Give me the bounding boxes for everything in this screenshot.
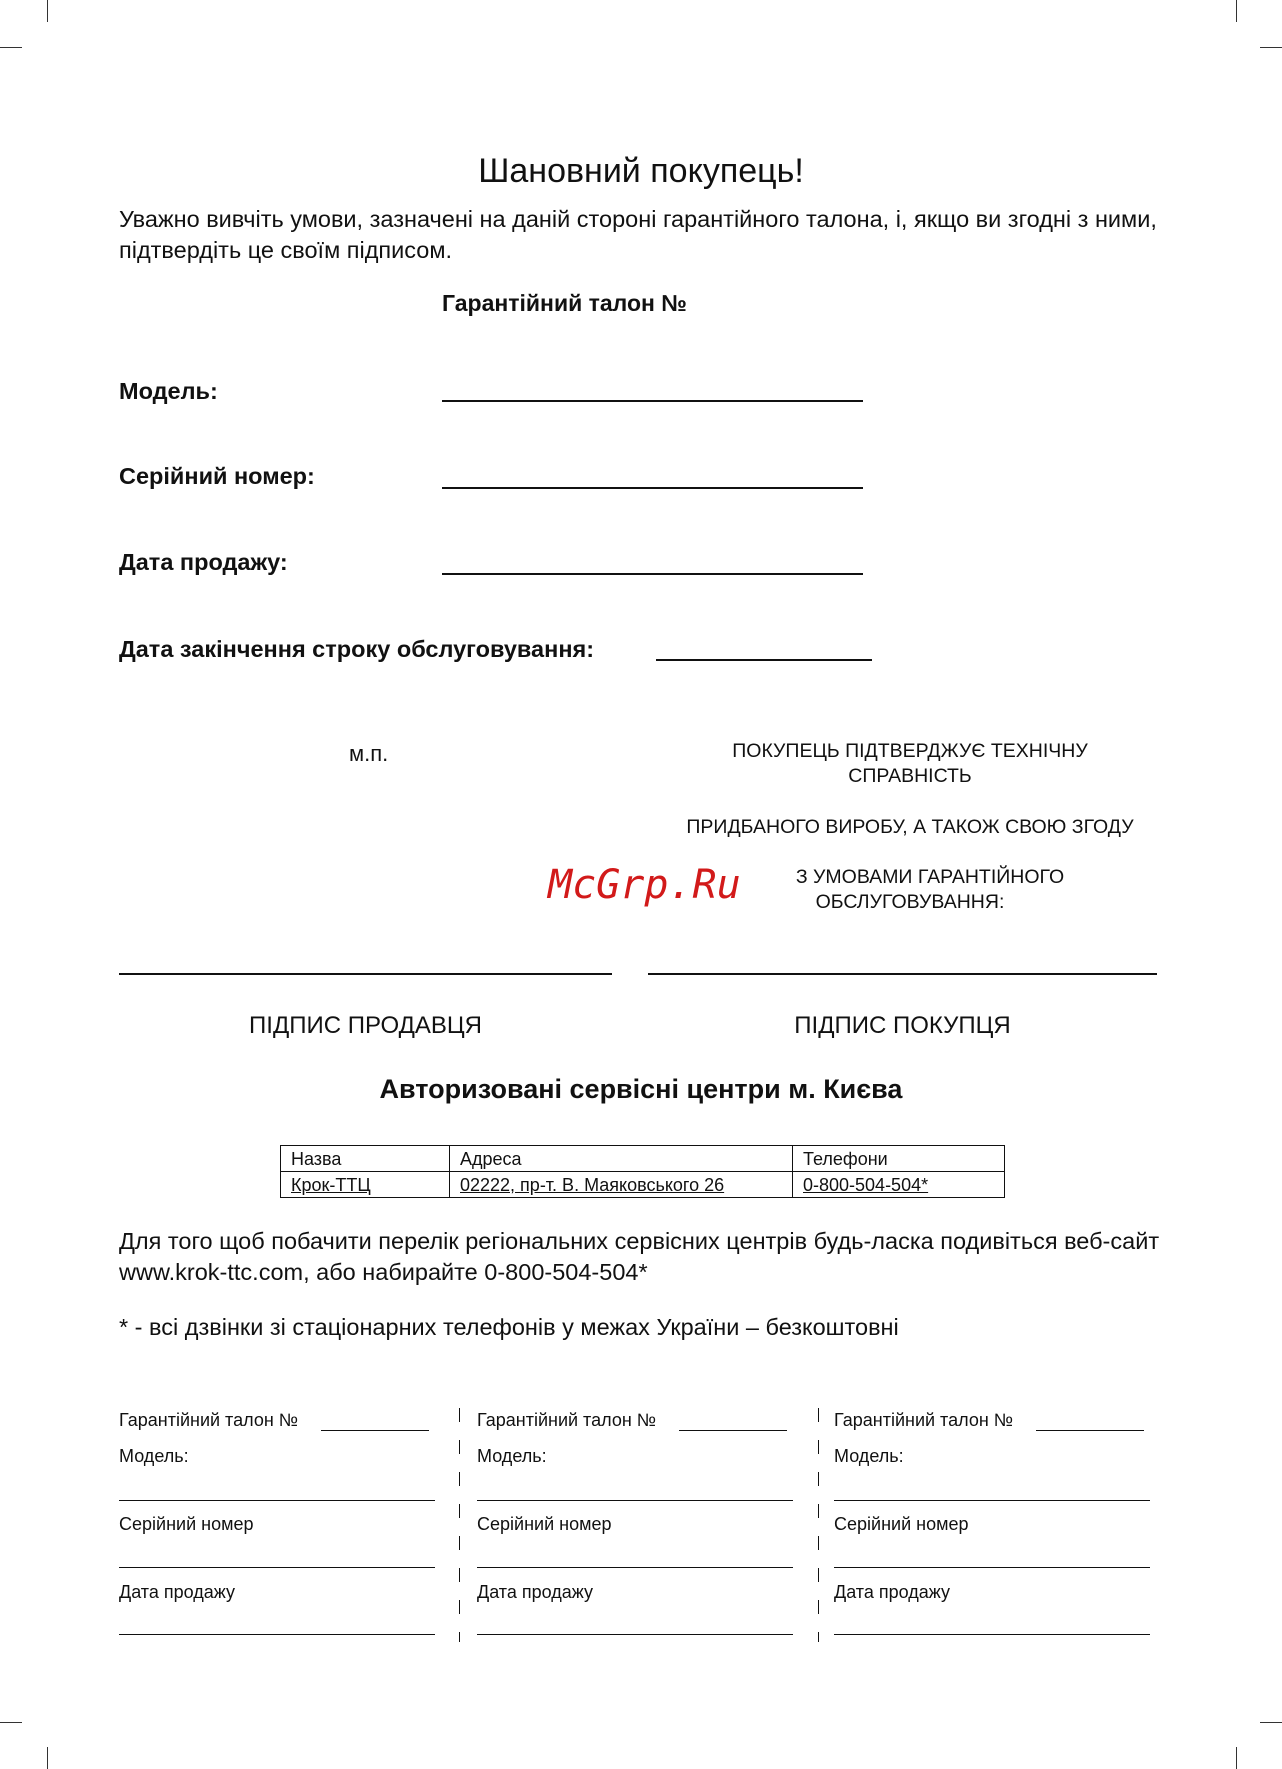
cut-dash <box>459 1536 460 1550</box>
coupon-model-line[interactable] <box>834 1500 1150 1501</box>
cut-dash <box>818 1600 819 1614</box>
confirm-line-1: ПОКУПЕЦЬ ПІДТВЕРДЖУЄ ТЕХНІЧНУ <box>732 740 1088 762</box>
watermark-logo: McGrp.Ru <box>548 862 741 908</box>
coupon-model-label: Модель: <box>477 1446 547 1466</box>
cut-dash <box>818 1568 819 1582</box>
table-header-row <box>281 1146 1005 1172</box>
crop-mark <box>47 1747 48 1769</box>
seller-signature-line[interactable] <box>119 973 612 975</box>
sale-date-label: Дата продажу: <box>119 549 288 575</box>
service-end-date-label: Дата закінчення строку обслуговування: <box>119 636 595 662</box>
coupon-serial-line[interactable] <box>119 1567 435 1568</box>
crop-mark <box>1236 0 1237 22</box>
cut-dash <box>818 1504 819 1518</box>
coupon-sale-date-label: Дата продажу <box>477 1582 593 1602</box>
coupon-model-label: Модель: <box>834 1446 904 1466</box>
service-center-phone: 0-800-504-504* <box>803 1174 929 1195</box>
crop-mark <box>1236 1747 1237 1769</box>
coupon-model-label: Модель: <box>119 1446 189 1466</box>
service-end-date-field-line[interactable] <box>656 659 872 661</box>
crop-mark <box>47 0 48 22</box>
table-header-cell: Телефони <box>793 1146 1005 1172</box>
confirm-line-4: З УМОВАМИ ГАРАНТІЙНОГО <box>795 866 1065 888</box>
sale-date-field-line[interactable] <box>442 573 863 575</box>
table-header-cell: Назва <box>281 1146 450 1172</box>
confirm-line-2: СПРАВНІСТЬ <box>848 765 972 787</box>
table-cell <box>793 1172 1005 1198</box>
service-center-name: Крок-ТТЦ <box>291 1174 371 1195</box>
cut-dash <box>459 1440 460 1454</box>
cut-dash <box>459 1632 460 1642</box>
coupon-serial-line[interactable] <box>834 1567 1150 1568</box>
serial-field-line[interactable] <box>442 487 863 489</box>
coupon-sale-date-label: Дата продажу <box>834 1582 950 1602</box>
cut-dash <box>818 1440 819 1454</box>
crop-mark <box>1260 47 1282 48</box>
seller-signature-label: ПІДПИС ПРОДАВЦЯ <box>249 1012 482 1039</box>
regional-info-text: Для того щоб побачити перелік регіональних сервісних центрів будь-ласка подивіться веб-сайт www.krok-ttc.com, або набирайте 0-800-504-504* <box>119 1228 1160 1285</box>
cut-dash <box>459 1472 460 1486</box>
service-centers-title: Авторизовані сервісні центри м. Києва <box>379 1074 903 1104</box>
warranty-card-number-label: Гарантійний талон № <box>442 290 687 316</box>
cut-dash <box>818 1536 819 1550</box>
crop-mark <box>0 1722 22 1723</box>
table-row <box>281 1172 1005 1198</box>
crop-mark <box>0 47 22 48</box>
serial-label: Серійний номер: <box>119 463 315 489</box>
coupon-number-line[interactable] <box>321 1430 429 1431</box>
cut-dash <box>459 1408 460 1422</box>
cut-dash <box>818 1632 819 1642</box>
confirm-line-3: ПРИДБАНОГО ВИРОБУ, А ТАКОЖ СВОЮ ЗГОДУ <box>686 816 1134 838</box>
coupon-serial-line[interactable] <box>477 1567 793 1568</box>
crop-mark <box>1260 1722 1282 1723</box>
service-centers-table <box>280 1145 1005 1198</box>
coupon-model-line[interactable] <box>477 1500 793 1501</box>
page-title: Шановний покупець! <box>478 152 804 190</box>
coupon-sale-date-label: Дата продажу <box>119 1582 235 1602</box>
coupon-sale-date-line[interactable] <box>834 1634 1150 1635</box>
buyer-signature-line[interactable] <box>648 973 1157 975</box>
coupon-talon-label: Гарантійний талон № <box>119 1410 299 1430</box>
model-field-line[interactable] <box>442 400 863 402</box>
free-calls-note: * - всі дзвінки зі стаціонарних телефонів у межах України – безкоштовні <box>119 1314 899 1340</box>
coupon-serial-label: Серійний номер <box>119 1514 254 1534</box>
table-header-cell: Адреса <box>450 1146 793 1172</box>
coupon-model-line[interactable] <box>119 1500 435 1501</box>
coupon-sale-date-line[interactable] <box>119 1634 435 1635</box>
cut-dash <box>818 1408 819 1422</box>
stamp-place-label: м.п. <box>349 741 389 766</box>
coupon-talon-label: Гарантійний талон № <box>834 1410 1014 1430</box>
coupon-number-line[interactable] <box>1036 1430 1144 1431</box>
confirm-line-5: ОБСЛУГОВУВАННЯ: <box>815 891 1005 913</box>
cut-dash <box>459 1600 460 1614</box>
cut-dash <box>818 1472 819 1486</box>
table-cell <box>450 1172 793 1198</box>
coupon-talon-label: Гарантійний талон № <box>477 1410 657 1430</box>
model-label: Модель: <box>119 378 218 404</box>
cut-dash <box>459 1568 460 1582</box>
intro-text: Уважно вивчіть умови, зазначені на даній стороні гарантійного талона, і, якщо ви згодні з ними, підтвердіть це своїм підписом. <box>119 206 1157 263</box>
coupon-serial-label: Серійний номер <box>477 1514 612 1534</box>
cut-dash <box>459 1504 460 1518</box>
coupon-serial-label: Серійний номер <box>834 1514 969 1534</box>
buyer-signature-label: ПІДПИС ПОКУПЦЯ <box>794 1012 1011 1039</box>
coupon-sale-date-line[interactable] <box>477 1634 793 1635</box>
coupon-number-line[interactable] <box>679 1430 787 1431</box>
service-center-address: 02222, пр-т. В. Маяковського 26 <box>460 1174 725 1195</box>
table-cell <box>281 1172 450 1198</box>
